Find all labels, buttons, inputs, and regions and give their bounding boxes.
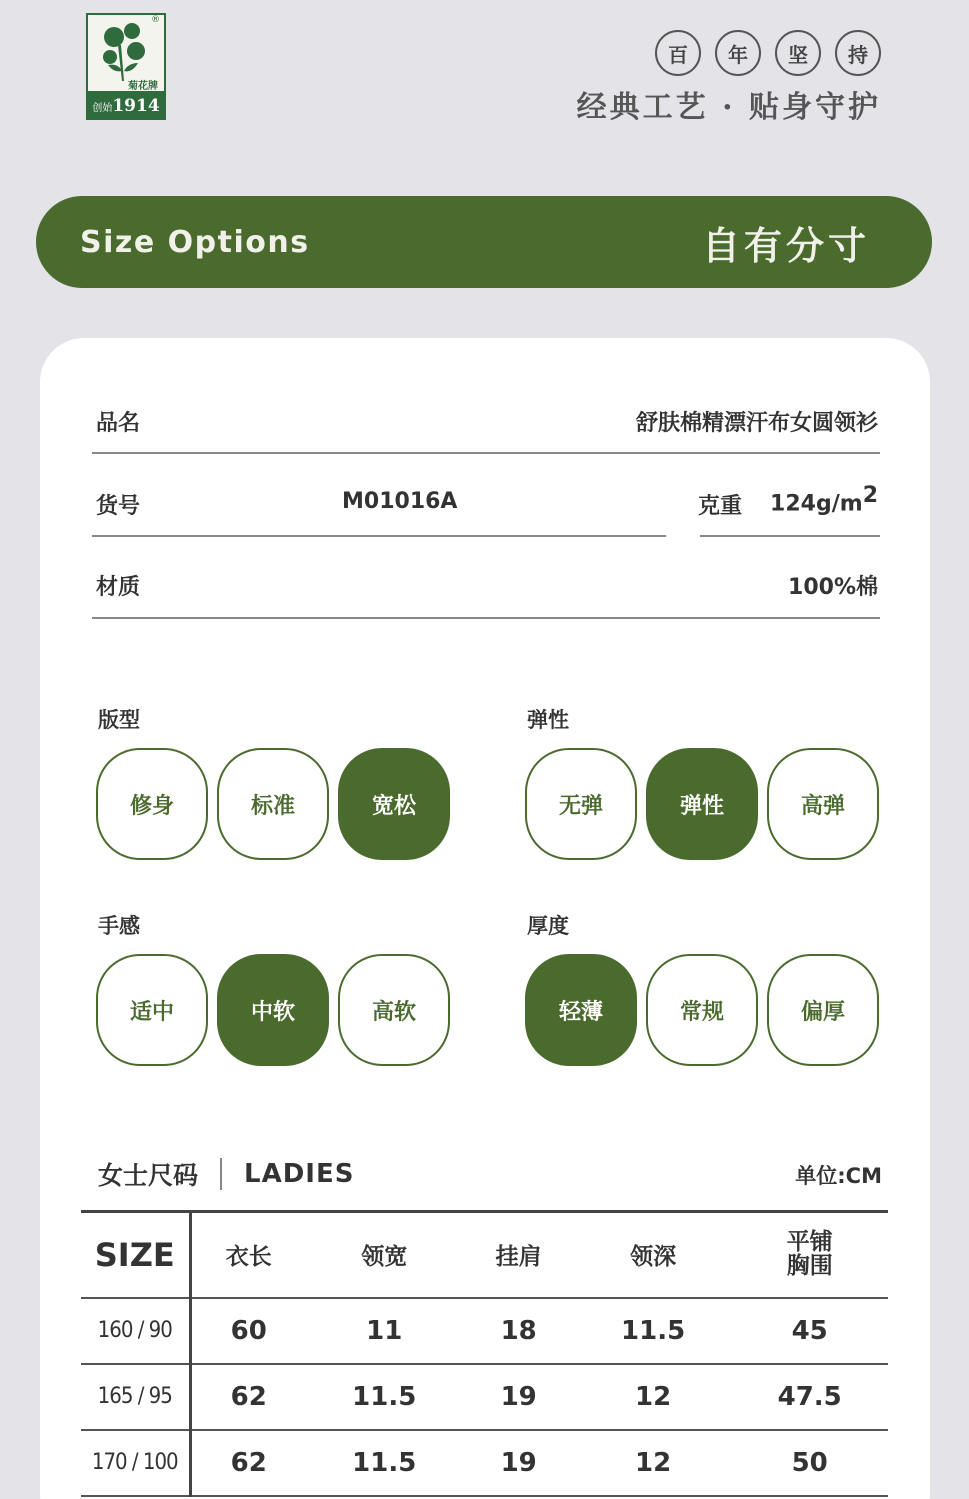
thickness-option-regular: 常规 xyxy=(646,954,758,1066)
banner-title-en: Size Options xyxy=(80,224,310,260)
motto-circles xyxy=(655,30,881,76)
hand-feel-option-soft: 中软 xyxy=(217,954,329,1066)
thickness-option-thin: 轻薄 xyxy=(525,954,637,1066)
product-name-label: 品名 xyxy=(96,411,141,436)
size-table xyxy=(81,1210,888,1497)
weight-label: 克重 xyxy=(698,494,743,519)
table-cell: 12 xyxy=(635,1447,672,1478)
header-size: SIZE xyxy=(81,1212,190,1298)
logo-since: 创始1914 xyxy=(92,96,160,116)
title-separator xyxy=(220,1158,222,1190)
divider xyxy=(92,452,880,454)
table-cell: 18 xyxy=(500,1315,537,1346)
divider xyxy=(700,535,880,537)
header-chest: 平铺 胸围 xyxy=(786,1229,833,1280)
motto-char: 百 xyxy=(655,30,701,76)
table-cell: 11 xyxy=(366,1315,403,1346)
motto-char: 年 xyxy=(715,30,761,76)
weight-value: $124g/m^2$ xyxy=(770,483,878,517)
table-cell: 12 xyxy=(635,1381,672,1412)
table-cell: 62 xyxy=(230,1381,267,1412)
table-cell: 45 xyxy=(791,1315,828,1346)
fit-option-slim: 修身 xyxy=(96,748,208,860)
registered-mark: ® xyxy=(151,15,160,25)
product-card xyxy=(40,338,930,1499)
banner-title-zh: 自有分寸 xyxy=(701,223,870,268)
table-cell: 19 xyxy=(500,1447,537,1478)
header-length: 衣长 xyxy=(225,1244,272,1271)
elasticity-option-none: 无弹 xyxy=(525,748,637,860)
size-table-title xyxy=(98,1156,354,1192)
hand-feel-option-extra-soft: 高软 xyxy=(338,954,450,1066)
thickness-label: 厚度 xyxy=(527,914,569,938)
table-cell: 50 xyxy=(791,1447,828,1478)
elasticity-label: 弹性 xyxy=(527,708,569,732)
size-cell: 165 / 95 xyxy=(81,1364,190,1430)
divider xyxy=(92,617,880,619)
header-armhole: 挂肩 xyxy=(495,1244,542,1271)
table-cell: 11.5 xyxy=(352,1381,417,1412)
header-neck-depth: 领深 xyxy=(630,1244,677,1271)
product-name-value: 舒肤棉精漂汗布女圆领衫 xyxy=(635,411,878,436)
table-cell: 11.5 xyxy=(621,1315,686,1346)
size-cell: 170 / 100 xyxy=(81,1430,190,1496)
brand-logo xyxy=(86,13,166,120)
table-row xyxy=(81,1298,888,1364)
table-row xyxy=(81,1430,888,1496)
elasticity-option-high: 高弹 xyxy=(767,748,879,860)
table-cell: 19 xyxy=(500,1381,537,1412)
motto-char: 坚 xyxy=(775,30,821,76)
fit-option-standard: 标准 xyxy=(217,748,329,860)
hand-feel-option-medium: 适中 xyxy=(96,954,208,1066)
material-value: 100%棉 xyxy=(788,575,878,600)
size-table-unit: 单位:CM xyxy=(795,1164,882,1188)
product-code-value: M01016A xyxy=(342,489,458,514)
table-cell: 47.5 xyxy=(777,1381,842,1412)
elasticity-option-elastic: 弹性 xyxy=(646,748,758,860)
table-cell: 62 xyxy=(230,1447,267,1478)
table-cell: 60 xyxy=(230,1315,267,1346)
divider xyxy=(92,535,666,537)
table-row xyxy=(81,1364,888,1430)
table-cell: 11.5 xyxy=(352,1447,417,1478)
size-table-title-zh: 女士尺码 xyxy=(98,1161,199,1190)
product-code-label: 货号 xyxy=(96,494,141,519)
motto-char: 持 xyxy=(835,30,881,76)
thickness-option-thick: 偏厚 xyxy=(767,954,879,1066)
size-options-banner xyxy=(36,196,932,288)
hand-feel-label: 手感 xyxy=(98,914,140,938)
material-label: 材质 xyxy=(96,575,141,600)
logo-brand-name: 菊花牌 xyxy=(128,81,158,92)
motto-line: 经典工艺 · 贴身守护 xyxy=(576,90,881,125)
fit-label: 版型 xyxy=(98,708,140,732)
fit-option-loose: 宽松 xyxy=(338,748,450,860)
size-cell: 160 / 90 xyxy=(81,1298,190,1364)
table-header-row xyxy=(81,1212,888,1298)
size-table-title-en: LADIES xyxy=(244,1159,355,1189)
header-collar-width: 领宽 xyxy=(361,1244,408,1271)
